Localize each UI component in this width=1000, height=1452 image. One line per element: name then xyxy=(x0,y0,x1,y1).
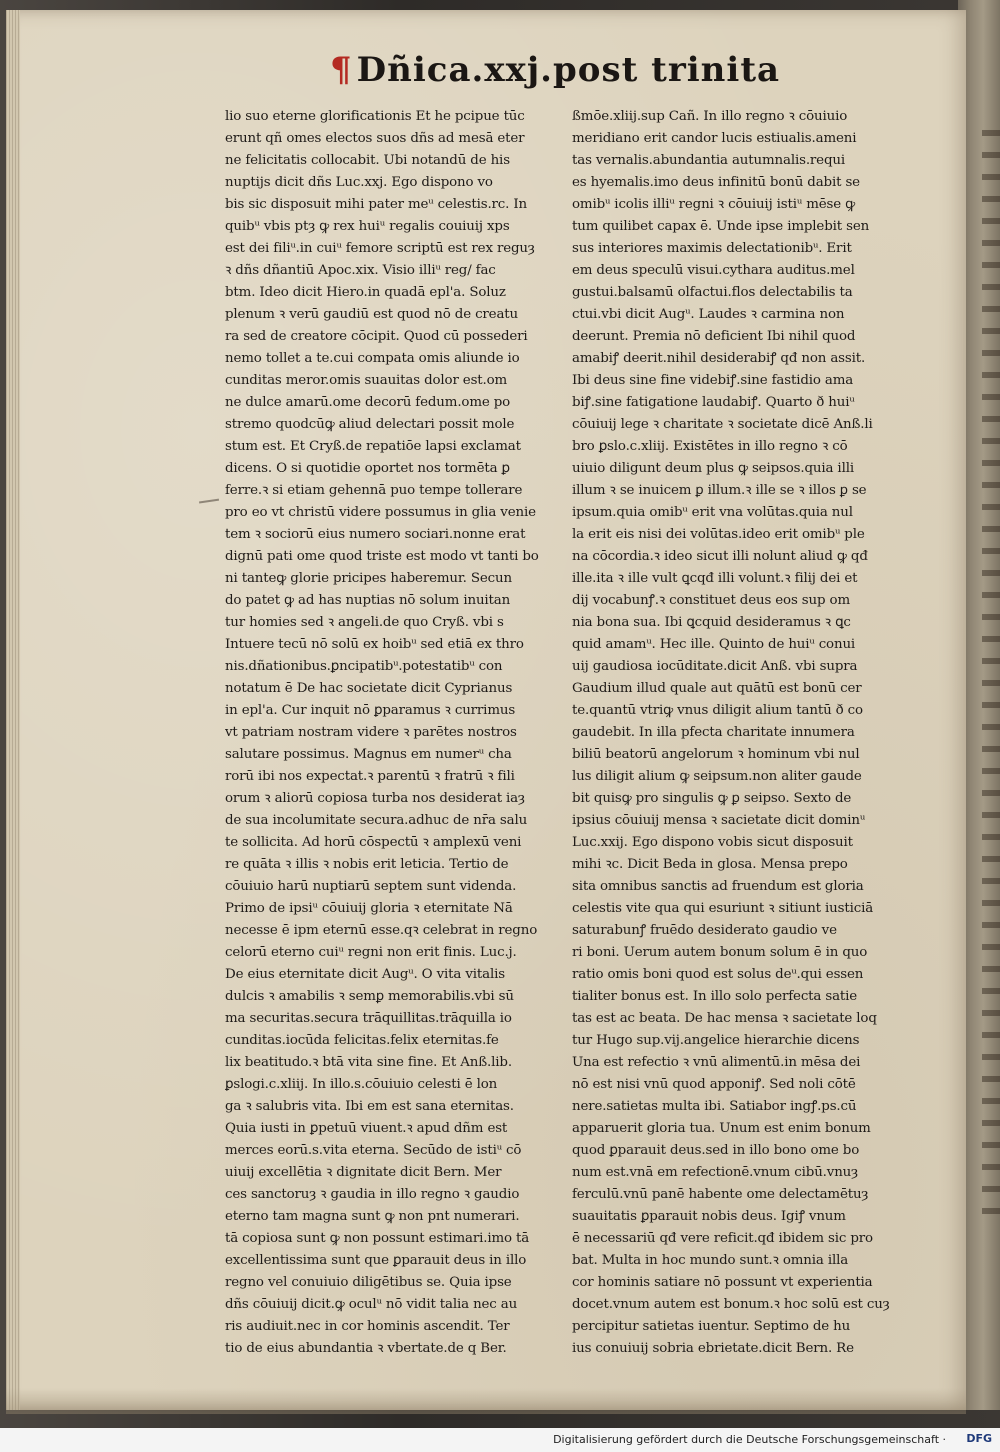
text-line: dulcis ꝛ amabilis ꝛ semꝑ memorabilis.vbi sū xyxy=(225,989,514,1004)
text-line: eterno tam magna sunt ꝙ non pnt numerari. xyxy=(225,1209,520,1224)
text-line: regno vel conuiuio diligētibus se. Quia ipse xyxy=(225,1275,512,1290)
facing-page-text-fragment xyxy=(982,130,1000,1230)
text-line: dij vocabunꝭ.ꝛ constituet deus eos sup om xyxy=(572,593,850,608)
marginal-pen-mark xyxy=(199,499,221,518)
text-line: ra sed de creatore cōcipit. Quod cū possederi xyxy=(225,329,528,344)
text-line: lus diligit alium ꝙ seipsum.non aliter gaude xyxy=(572,769,862,784)
text-line: vt patriam nostram videre ꝛ parētes nostros xyxy=(225,725,517,740)
text-line: nere.satietas multa ibi. Satiabor ingꝭ.ps.cū xyxy=(572,1099,857,1114)
text-line: apparuerit gloria tua. Unum est enim bonum xyxy=(572,1121,871,1136)
text-line: ctui.vbi dicit Augᵘ. Laudes ꝛ carmina non xyxy=(572,307,845,322)
text-line: de sua incolumitate secura.adhuc de nr̄a salu xyxy=(225,813,528,828)
text-line: cor hominis satiare nō possunt vt experientia xyxy=(572,1275,873,1290)
text-line: excellentissima sunt que ꝑparauit deus in illo xyxy=(225,1253,527,1268)
dfg-logo: DFG xyxy=(966,1432,992,1445)
text-line: dignū pati ome quod triste est modo vt tanti bo xyxy=(225,549,539,564)
text-line: gustui.balsamū olfactui.flos delectabilis ta xyxy=(572,285,853,300)
text-line: deerunt. Premia nō deficient Ibi nihil quod xyxy=(572,329,856,344)
text-line: biliū beatorū angelorum ꝛ hominum vbi nul xyxy=(572,747,860,762)
text-line: nis.dñationibus.ꝑncipatibᵘ.potestatibᵘ con xyxy=(225,659,503,674)
text-line: cōuiuio harū nuptiarū septem sunt videnda. xyxy=(225,879,517,894)
text-line: es hyemalis.imo deus infinitū bonū dabit se xyxy=(572,175,860,190)
text-line: ßmōe.xliij.sup Cañ. In illo regno ꝛ cōuiuio xyxy=(572,109,848,124)
text-line: dicens. O si quotidie oportet nos tormēta ꝑ xyxy=(225,461,510,476)
text-line: Ibi deus sine fine videbiꝭ.sine fastidio ama xyxy=(572,373,854,388)
text-line: De eius eternitate dicit Augᵘ. O vita vitalis xyxy=(225,967,505,982)
text-line: tur homies sed ꝛ angeli.de quo Cryß. vbi s xyxy=(225,615,504,630)
text-line: bit quisꝙ pro singulis ꝙ ꝑ seipso. Sexto de xyxy=(572,791,852,806)
text-line: percipitur satietas iuentur. Septimo de hu xyxy=(572,1319,851,1334)
text-line: lio suo eterne glorificationis Et he pcipue tūc xyxy=(225,109,525,124)
text-line: amabiꝭ deerit.nihil desiderabiꝭ qđ non assit. xyxy=(572,351,866,366)
text-line: merces eorū.s.vita eterna. Secūdo de istiᵘ cō xyxy=(225,1143,522,1158)
text-line: tā copiosa sunt ꝙ non possunt estimari.imo tā xyxy=(225,1231,530,1246)
page-bottom-curl xyxy=(6,1388,966,1414)
text-line: te sollicita. Ad horū cōspectū ꝛ amplexū veni xyxy=(225,835,522,850)
text-line: nia bona sua. Ibi ꝗcquid desideramus ꝛ ꝗc xyxy=(572,615,851,630)
text-line: docet.vnum autem est bonum.ꝛ hoc solū est cuȝ xyxy=(572,1297,890,1312)
text-line: Luc.xxij. Ego dispono vobis sicut disposuit xyxy=(572,835,853,850)
text-line: Una est refectio ꝛ vnū alimentū.in mēsa dei xyxy=(572,1055,861,1070)
text-line: cunditas.iocūda felicitas.felix eternitas.fe xyxy=(225,1033,499,1048)
text-line: orum ꝛ aliorū copiosa turba nos desiderat iaȝ xyxy=(225,791,525,806)
text-line: erunt qñ omes electos suos dñs ad mesā eter xyxy=(225,131,525,146)
text-line: ces sanctoruȝ ꝛ gaudia in illo regno ꝛ gaudio xyxy=(225,1187,520,1202)
text-line: ē necessariū qđ vere reficit.qđ ibidem sic pro xyxy=(572,1231,873,1246)
text-line: te.quantū vtriꝙ vnus diligit alium tantū ð co xyxy=(572,703,863,718)
text-line: cunditas meror.omis suauitas dolor est.om xyxy=(225,373,508,388)
text-line: rorū ibi nos expectat.ꝛ parentū ꝛ fratrū ꝛ fili xyxy=(225,769,515,784)
text-line: nuptijs dicit dñs Luc.xxj. Ego dispono vo xyxy=(225,175,493,190)
page-stack-edge xyxy=(6,10,20,1410)
text-line: re quāta ꝛ illis ꝛ nobis erit leticia. Tertio de xyxy=(225,857,509,872)
text-line: salutare possimus. Magnus em numerᵘ cha xyxy=(225,747,512,762)
text-line: em deus speculū visui.cythara auditus.mel xyxy=(572,263,855,278)
text-line: uij gaudiosa iocūditate.dicit Anß. vbi supra xyxy=(572,659,858,674)
text-line: ferculū.vnū panē habente ome delectamētuȝ xyxy=(572,1187,869,1202)
text-line: Intuere tecū nō solū ex hoibᵘ sed etiā ex thro xyxy=(225,637,524,652)
text-line: lix beatitudo.ꝛ btā vita sine fine. Et Anß.lib. xyxy=(225,1055,512,1070)
text-line: Gaudium illud quale aut quātū est bonū cer xyxy=(572,681,862,696)
text-line: omibᵘ icolis illiᵘ regni ꝛ cōuiuij istiᵘ mēse ꝙ xyxy=(572,197,856,212)
text-line: ne felicitatis collocabit. Ubi notandū de his xyxy=(225,153,510,168)
text-line: stum est. Et Cryß.de repatiōe lapsi exclamat xyxy=(225,439,521,454)
text-line: na cōcordia.ꝛ ideo sicut illi nolunt aliud ꝙ qđ xyxy=(572,549,868,564)
text-line: saturabunꝭ fruēdo desiderato gaudio ve xyxy=(572,923,837,938)
text-line: sus interiores maximis delectationibᵘ. Erit xyxy=(572,241,852,256)
text-line: plenum ꝛ verū gaudiū est quod nō de creatu xyxy=(225,307,519,322)
text-line: ni tanteꝙ glorie pricipes haberemur. Secun xyxy=(225,571,512,586)
text-line: bat. Multa in hoc mundo sunt.ꝛ omnia illa xyxy=(572,1253,849,1268)
text-line: ipsum.quia omibᵘ erit vna volūtas.quia nul xyxy=(572,505,853,520)
header-title: Dñica.xxj.post trinita xyxy=(356,50,781,90)
running-header xyxy=(330,50,780,100)
text-line: ille.ita ꝛ ille vult ꝗcqđ illi volunt.ꝛ filij dei et xyxy=(572,571,858,586)
text-line: uiuio diligunt deum plus ꝙ seipsos.quia illi xyxy=(572,461,854,476)
text-column-left xyxy=(225,106,560,1360)
text-line: celorū eterno cuiᵘ regni non erit finis. Luc.j. xyxy=(225,945,517,960)
text-line: ipsius cōuiuij mensa ꝛ sacietate dicit dominᵘ xyxy=(572,813,866,828)
text-line: suauitatis ꝑparauit nobis deus. Igiꝭ vnum xyxy=(572,1209,846,1224)
text-line: quibᵘ vbis ptȝ ꝙ rex huiᵘ regalis couiuij xps xyxy=(225,219,510,234)
text-line: num est.vnā em refectionē.vnum cibū.vnuȝ xyxy=(572,1165,858,1180)
text-line: nō est nisi vnū quod apponiꝭ. Sed noli cōtē xyxy=(572,1077,856,1092)
text-line: ris audiuit.nec in cor hominis ascendit. Ter xyxy=(225,1319,510,1334)
text-line: celestis vite qua qui esuriunt ꝛ sitiunt iusticiā xyxy=(572,901,874,916)
text-line: ga ꝛ salubris vita. Ibi em est sana eternitas. xyxy=(225,1099,514,1114)
text-line: quod ꝑparauit deus.sed in illo bono ome bo xyxy=(572,1143,860,1158)
text-line: sita omnibus sanctis ad fruendum est gloria xyxy=(572,879,864,894)
text-line: stremo quodcūꝙ aliud delectari possit mole xyxy=(225,417,515,432)
text-line: pro eo vt christū videre possumus in glia venie xyxy=(225,505,536,520)
text-line: tialiter bonus est. In illo solo perfecta satie xyxy=(572,989,858,1004)
text-line: ꝛ dñs dñantiū Apoc.xix. Visio illiᵘ reg/ fac xyxy=(225,263,496,278)
text-line: ius conuiuij sobria ebrietate.dicit Bern. Re xyxy=(572,1341,854,1356)
text-line: meridiano erit candor lucis estiualis.ameni xyxy=(572,131,857,146)
text-line: dñs cōuiuij dicit.ꝙ oculᵘ nō vidit talia nec au xyxy=(225,1297,518,1312)
text-line: tio de eius abundantia ꝛ vbertate.de q Ber. xyxy=(225,1341,507,1356)
text-line: in epl'a. Cur inquit nō ꝑparamus ꝛ currimus xyxy=(225,703,516,718)
text-line: notatum ē De hac societate dicit Cyprianus xyxy=(225,681,513,696)
text-line: tas vernalis.abundantia autumnalis.requi xyxy=(572,153,845,168)
text-line: tas est ac beata. De hac mensa ꝛ sacietate loq xyxy=(572,1011,877,1026)
text-line: cōuiuij lege ꝛ charitate ꝛ societate dicē Anß.li xyxy=(572,417,873,432)
text-line: ferre.ꝛ si etiam gehennā puo tempe tollerare xyxy=(225,483,523,498)
text-line: est dei filiᵘ.in cuiᵘ femore scriptū est rex reguȝ xyxy=(225,241,535,256)
text-line: uiuij excellētia ꝛ dignitate dicit Bern. Mer xyxy=(225,1165,502,1180)
digitization-footer xyxy=(0,1428,1000,1452)
text-line: gaudebit. In illa pfecta charitate innumera xyxy=(572,725,855,740)
text-line: illum ꝛ se inuicem ꝑ illum.ꝛ ille se ꝛ illos ꝑ se xyxy=(572,483,867,498)
text-line: nemo tollet a te.cui compata omis aliunde io xyxy=(225,351,520,366)
text-line: tur Hugo sup.vij.angelice hierarchie dicens xyxy=(572,1033,860,1048)
text-line: Quia iusti in ꝑpetuū viuent.ꝛ apud dñm est xyxy=(225,1121,508,1136)
text-line: bis sic disposuit mihi pater meᵘ celestis.rc. In xyxy=(225,197,527,212)
text-line: ratio omis boni quod est solus deᵘ.qui essen xyxy=(572,967,864,982)
text-line: Primo de ipsiᵘ cōuiuij gloria ꝛ eternitate Nā xyxy=(225,901,513,916)
pilcrow-mark: ¶ xyxy=(330,50,353,90)
text-line: necesse ē ipm eternū esse.qꝛ celebrat in regno xyxy=(225,923,538,938)
text-line: quid amamᵘ. Hec ille. Quinto de huiᵘ conui xyxy=(572,637,856,652)
text-column-right xyxy=(572,106,907,1360)
text-line: bro ꝑslo.c.xliij. Existētes in illo regno ꝛ cō xyxy=(572,439,848,454)
text-line: ma securitas.secura trāquillitas.trāquilla io xyxy=(225,1011,512,1026)
text-line: ri boni. Uerum autem bonum solum ē in quo xyxy=(572,945,868,960)
footer-credit: Digitalisierung gefördert durch die Deutsche Forschungsgemeinschaft · xyxy=(553,1433,946,1446)
text-line: ne dulce amarū.ome decorū fedum.ome po xyxy=(225,395,511,410)
text-line: btm. Ideo dicit Hiero.in quadā epl'a. Soluz xyxy=(225,285,506,300)
text-line: la erit eis nisi dei volūtas.ideo erit omibᵘ ple xyxy=(572,527,865,542)
text-line: ꝑslogi.c.xliij. In illo.s.cōuiuio celesti ē lon xyxy=(225,1077,498,1092)
text-line: tem ꝛ sociorū eius numero sociari.nonne erat xyxy=(225,527,526,542)
text-line: tum quilibet capax ē. Unde ipse implebit sen xyxy=(572,219,870,234)
text-line: do patet ꝙ ad has nuptias nō solum inuitan xyxy=(225,593,511,608)
text-line: mihi ꝛc. Dicit Beda in glosa. Mensa prepo xyxy=(572,857,848,872)
text-line: biꝭ.sine fatigatione laudabiꝭ. Quarto ð huiᵘ xyxy=(572,395,855,410)
